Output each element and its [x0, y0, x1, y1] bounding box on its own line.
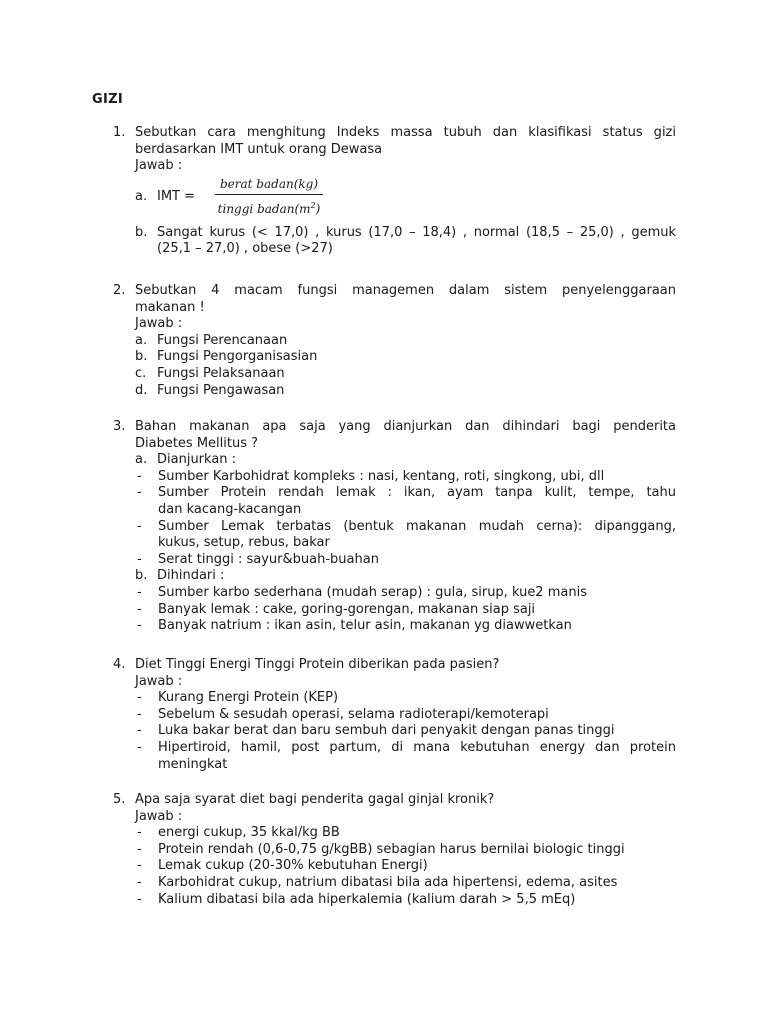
list-item: b. Fungsi Pengorganisasian: [135, 349, 318, 365]
fraction-bar: [215, 194, 323, 195]
list-item: a. Fungsi Perencanaan: [135, 332, 288, 348]
question-text: makanan !: [135, 299, 205, 315]
bullet-item: - Sumber Protein rendah lemak : ikan, ayam tanpa kulit, tempe, tahu dan kacang-kacangan: [137, 485, 676, 517]
bullet-item: - Karbohidrat cukup, natrium dibatasi bila ada hipertensi, edema, asites: [137, 874, 618, 890]
question-number: 4.: [113, 657, 126, 672]
item-label: b.: [135, 224, 148, 240]
answer-label: Jawab :: [135, 316, 183, 332]
fraction-denominator: tinggi $badan(m^2)$: [217, 200, 321, 216]
question-1: [113, 125, 676, 258]
list-item: c. Fungsi Pelaksanaan: [135, 365, 285, 381]
bullet-item: - Sumber Lemak terbatas (bentuk makanan mudah cerna): dipanggang, kukus, setup, rebus, bakar: [137, 518, 676, 551]
bullet-item: - Kalium dibatasi bila ada hiperkalemia (kalium darah > 5,5 mEq): [137, 891, 576, 907]
question-text: Bahan makanan apa saja yang dianjurkan dan dihindari bagi penderita: [135, 419, 676, 434]
bullet-item: - Protein rendah (0,6-0,75 g/kgBB) sebagian harus bernilai biologic tinggi: [137, 841, 625, 857]
question-text: Apa saja syarat diet bagi penderita gagal ginjal kronik?: [135, 792, 495, 807]
list-item: b. Dihindari :: [135, 568, 225, 584]
list-item: a. Dianjurkan :: [135, 452, 237, 468]
bullet-item: - energi cukup, 35 kkal/kg BB: [137, 825, 340, 841]
imt-fraction: [215, 175, 323, 215]
question-text: Sebutkan cara menghitung Indeks massa tubuh dan klasifikasi status gizi: [135, 125, 676, 140]
question-number: 3.: [113, 419, 126, 434]
question-text: Diabetes Mellitus ?: [135, 435, 259, 451]
list-item: d. Fungsi Pengawasan: [135, 382, 285, 398]
answer-label: Jawab :: [135, 673, 183, 689]
bullet-item: - Lemak cukup (20-30% kebutuhan Energi): [137, 858, 428, 874]
question-2: [113, 283, 676, 399]
item-label: a.: [135, 188, 148, 204]
bullet-item: - Kurang Energi Protein (KEP): [137, 690, 339, 706]
answer-label: Jawab :: [135, 808, 183, 824]
bullet-item: - Hipertiroid, hamil, post partum, di mana kebutuhan energy dan protein meningkat: [137, 739, 676, 772]
bullet-item: - Serat tinggi : sayur&buah-buahan: [137, 551, 379, 567]
question-text: Diet Tinggi Energi Tinggi Protein diberikan pada pasien?: [135, 657, 500, 672]
imt-formula: [135, 175, 676, 219]
question-number: 1.: [113, 125, 126, 140]
imt-label: IMT =: [157, 188, 196, 204]
document-title: GIZI: [92, 92, 123, 107]
question-5: [113, 792, 676, 908]
bullet-item: - Banyak lemak : cake, goring-gorengan, makanan siap saji: [137, 601, 536, 617]
bullet-item: - Banyak natrium : ikan asin, telur asin, makanan yg diawwetkan: [137, 618, 572, 634]
question-4: [113, 657, 676, 773]
answer-label: Jawab :: [135, 158, 183, 174]
bullet-item: - Sumber karbo sederhana (mudah serap) : gula, sirup, kue2 manis: [137, 584, 587, 600]
bullet-item: - Sebelum & sesudah operasi, selama radioterapi/kemoterapi: [137, 706, 549, 722]
question-number: 2.: [113, 283, 126, 298]
question-3: [113, 419, 676, 635]
list-item: b. Sangat kurus (< 17,0) , kurus (17,0 – 18,4) , normal (18,5 – 25,0) , gemuk (25,1 – 27,0) , obese (>27): [135, 224, 676, 257]
question-text: berdasarkan IMT untuk orang Dewasa: [135, 141, 383, 157]
bullet-item: - Sumber Karbohidrat kompleks : nasi, kentang, roti, singkong, ubi, dll: [137, 468, 605, 484]
fraction-numerator: berat badan(kg): [219, 176, 319, 191]
question-number: 5.: [113, 792, 126, 807]
bullet-item: - Luka bakar berat dan baru sembuh dari penyakit dengan panas tinggi: [137, 723, 615, 739]
question-text: Sebutkan 4 macam fungsi managemen dalam sistem penyelenggaraan: [135, 283, 676, 298]
